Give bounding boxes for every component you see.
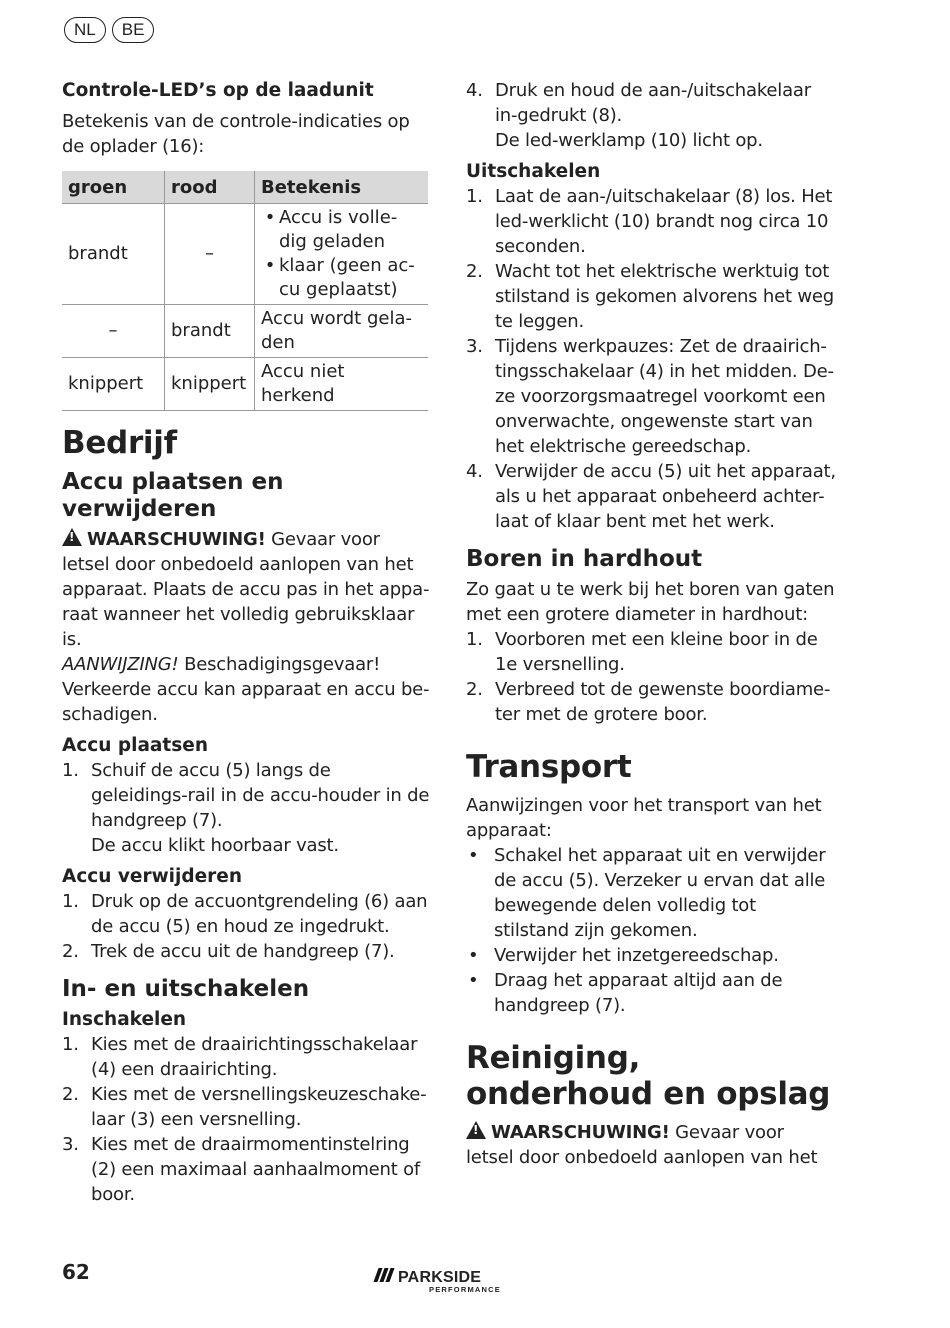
cell-betekenis: Accu wordt gela-den [255, 305, 429, 358]
inschakelen-steps-cont [466, 78, 836, 128]
language-badge-be: BE [112, 17, 155, 43]
page-number: 62 [62, 1260, 90, 1284]
right-column [466, 78, 836, 1170]
list-item: 3. Kies met de draairmomentinstelring (2) een maximaal aanhaalmoment of boor. [62, 1134, 421, 1205]
led-col-betekenis: Betekenis [255, 171, 429, 204]
cell-rood: brandt [165, 305, 255, 358]
warning-label: WAARSCHUWING! [87, 529, 266, 550]
parkside-logo [376, 1267, 526, 1294]
list-item: 1. Kies met de draairichtingsschakelaar (4) een draairichting. [62, 1034, 418, 1080]
inschakelen-heading: Inschakelen [62, 1009, 187, 1030]
accu-section-heading: Accu plaatsen en verwijderen [62, 469, 284, 522]
verwijderen-steps [62, 889, 432, 964]
language-badges [64, 17, 154, 43]
inuit-heading: In- en uitschakelen [62, 976, 310, 1002]
list-item: • Verwijder het inzetgereedschap. [468, 945, 779, 966]
list-item: 2. Wacht tot het elektrische werktuig tot stilstand is gekomen alvorens het weg te leggen. [466, 261, 834, 332]
led-table [62, 171, 428, 411]
logo-brand: PARKSIDE [398, 1269, 482, 1286]
reiniging-heading: Reiniging, onderhoud en opslag [466, 1040, 831, 1112]
list-item: 2. Trek de accu uit de handgreep (7). [62, 941, 395, 962]
cell-betekenis: • Accu is volle-dig geladen • klaar (geen ac-cu geplaatst) [255, 204, 429, 305]
cell-groen: – [62, 305, 165, 358]
list-item: 2. Kies met de versnellingskeuzeschake-laar (3) een versnelling. [62, 1084, 427, 1130]
warning-paragraph [466, 1120, 836, 1170]
cell-rood: knippert [165, 358, 255, 411]
left-column [62, 78, 432, 1207]
warning-paragraph [62, 527, 432, 652]
uitschakelen-steps [466, 184, 836, 534]
logo-stripes-icon [376, 1267, 394, 1286]
boren-steps [466, 627, 836, 727]
logo-sub: PERFORMANCE [429, 1285, 501, 1294]
list-item: • Schakel het apparaat uit en verwijder de accu (5). Verzeker u ervan dat alle bewegende delen volledig tot stilstand zijn gekomen. [468, 845, 826, 941]
list-item: 1. Schuif de accu (5) langs de geleidings-rail in de accu-houder in de handgreep (7). [62, 760, 430, 831]
list-item: 1. Druk op de accuontgrendeling (6) aan de accu (5) en houd ze ingedrukt. [62, 891, 428, 937]
led-intro: Betekenis van de controle-indicaties op de oplader (16): [62, 111, 410, 157]
list-item: 3. Tijdens werkpauzes: Zet de draairich-tingsschakelaar (4) in het midden. De-ze voorzorgsmaatregel voorkomt een onverwachte, ongewenste start van het elektrische gereedschap. [466, 336, 834, 457]
cell-rood: – [165, 204, 255, 305]
verwijderen-heading: Accu verwijderen [62, 866, 242, 887]
list-item: 4. Verwijder de accu (5) uit het apparaat, als u het apparaat onbeheerd achter-laat of klaar bent met het werk. [466, 461, 836, 532]
led-table-header [62, 171, 428, 204]
table-row [62, 204, 428, 305]
list-item: • Draag het apparaat altijd aan de handgreep (7). [468, 970, 783, 1016]
plaatsen-note: De accu klikt hoorbaar vast. [91, 835, 339, 856]
list-item: 4. Druk en houd de aan-/uitschakelaar in-gedrukt (8). [466, 80, 811, 126]
uitschakelen-heading: Uitschakelen [466, 161, 601, 182]
warning-text: Gevaar voor letsel door onbedoeld aanlopen van het apparaat. Plaats de accu pas in het appa-raat wanneer het volledig gebruiksklaar is. [62, 529, 430, 650]
list-item: 1. Voorboren met een kleine boor in de 1e versnelling. [466, 629, 818, 675]
list-item: 2. Verbreed tot de gewenste boordiame-ter met de grotere boor. [466, 679, 831, 725]
plaatsen-steps [62, 758, 432, 833]
warning-text: Gevaar voor letsel door onbedoeld aanlopen van het [466, 1122, 818, 1168]
warning-label: WAARSCHUWING! [491, 1122, 670, 1143]
note-label: AANWIJZING! [62, 654, 179, 675]
plaatsen-heading: Accu plaatsen [62, 735, 208, 756]
list-item: 1. Laat de aan-/uitschakelaar (8) los. Het led-werklicht (10) brandt nog circa 10 seconden. [466, 186, 833, 257]
transport-intro: Aanwijzingen voor het transport van het apparaat: [466, 795, 822, 841]
table-row [62, 305, 428, 358]
cell-groen: knippert [62, 358, 165, 411]
language-badge-nl: NL [64, 17, 106, 43]
boren-heading: Boren in hardhout [466, 546, 703, 572]
note-paragraph [62, 652, 432, 727]
transport-bullets [466, 843, 836, 1018]
step4-note: De led-werklamp (10) licht op. [495, 130, 763, 151]
led-section-title: Controle-LED’s op de laadunit [62, 80, 374, 101]
cell-bullet: klaar (geen ac-cu geplaatst) [279, 255, 415, 300]
transport-heading: Transport [466, 749, 632, 785]
led-col-groen: groen [62, 171, 165, 204]
cell-groen: brandt [62, 204, 165, 305]
cell-betekenis: Accu niet herkend [255, 358, 429, 411]
table-row [62, 358, 428, 411]
inschakelen-steps [62, 1032, 432, 1207]
led-col-rood: rood [165, 171, 255, 204]
cell-bullet: Accu is volle-dig geladen [279, 207, 398, 252]
note-text: Beschadigingsgevaar! Verkeerde accu kan apparaat en accu be-schadigen. [62, 654, 430, 725]
boren-intro: Zo gaat u te werk bij het boren van gaten met een grotere diameter in hardhout: [466, 579, 835, 625]
warning-triangle-icon [62, 528, 82, 546]
bedrijf-heading: Bedrijf [62, 425, 177, 461]
warning-triangle-icon [466, 1121, 486, 1139]
